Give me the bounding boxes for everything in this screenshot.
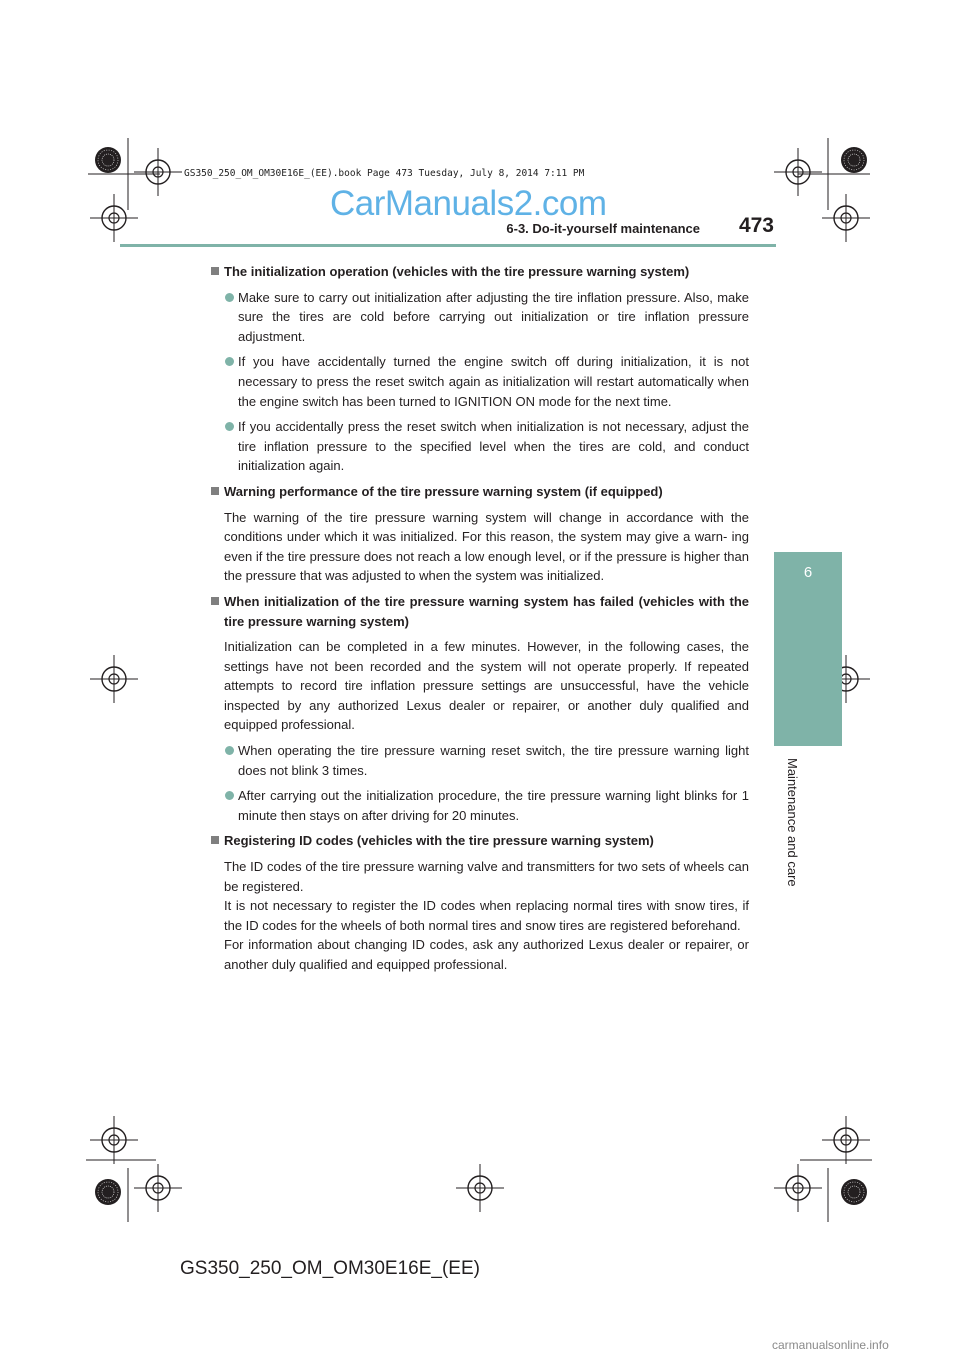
bullet-item: [210, 352, 749, 411]
header-rule: [120, 244, 776, 247]
chapter-caption: [786, 758, 806, 898]
chapter-tab: [774, 552, 842, 746]
section-heading: [210, 262, 749, 282]
bullet-icon: [225, 422, 234, 431]
section-heading: [210, 482, 749, 502]
bullet-icon: [225, 791, 234, 800]
bullet-item: [210, 288, 749, 347]
page-body: [210, 256, 749, 981]
paragraph: The warning of the tire pressure warning system will change in accordance with the conditions under which it was initialized. For this reason, the system may give a warn- ing even if the tire pressure does not reach a low enough level, or if the pressure is higher than the pressure that was adjusted to when the system was initialized.: [224, 509, 749, 584]
chapter-caption-text: Maintenance and care: [785, 758, 800, 887]
bullet-icon: [225, 293, 234, 302]
section-heading: [210, 592, 749, 631]
heading-marker-icon: [211, 267, 219, 275]
bullet-text: Make sure to carry out initialization after adjusting the tire inflation pressure. Also, make sure the tires are cold before carrying out initialization or tire inflation pressure adjustment.: [238, 289, 749, 344]
bullet-text: If you have accidentally turned the engine switch off during initialization, it is not necessary to press the reset switch again as initialization will restart automatically when the engine switch has been turned to IGNITION ON mode for the next time.: [238, 354, 749, 409]
bullet-item: [210, 741, 749, 780]
print-header: GS350_250_OM_OM30E16E_(EE).book Page 473 Tuesday, July 8, 2014 7:11 PM: [184, 168, 585, 179]
chapter-number: 6: [803, 564, 813, 581]
page-number: 473: [738, 214, 774, 237]
section-heading-text: Warning performance of the tire pressure warning system (if equipped): [224, 483, 663, 499]
section-heading-text: When initialization of the tire pressure warning system has failed (vehicles with the tire pressure warning system): [224, 593, 749, 629]
bullet-icon: [225, 746, 234, 755]
paragraph-line: For information about changing ID codes, ask any authorized Lexus dealer or repairer, or another duly qualified and equipped professional.: [224, 937, 749, 972]
bullet-item: [210, 786, 749, 825]
section-heading-text: Registering ID codes (vehicles with the tire pressure warning system): [224, 833, 654, 849]
paragraph-line: It is not necessary to register the ID codes when replacing normal tires with snow tires, if the ID codes for the wheels of both normal tires and snow tires are registered beforehand.: [224, 898, 749, 933]
paragraph-line: The ID codes of the tire pressure warning valve and transmitters for two sets of wheels can be registered.: [224, 859, 749, 894]
bullet-text: When operating the tire pressure warning reset switch, the tire pressure warning light does not blink 3 times.: [238, 743, 749, 778]
footer-watermark[interactable]: carmanualsonline.info: [772, 1338, 889, 1352]
section-heading-text: The initialization operation (vehicles with the tire pressure warning system): [224, 264, 690, 279]
section-heading: [210, 831, 749, 851]
watermark-logo[interactable]: CarManuals2.com: [330, 184, 607, 223]
paragraph: Initialization can be completed in a few minutes. However, in the following cases, the settings have not been recorded and the system will not operate properly. If repeated attempts to record tire inflation pressure settings are unsuccessful, have the vehicle inspected by any authorized Lexus dealer or repairer, or another duly qualified and equipped professional.: [224, 639, 749, 733]
bullet-text: After carrying out the initialization procedure, the tire pressure warning light blinks for 1 minute then stays on after driving for 20 minutes.: [238, 788, 749, 823]
heading-marker-icon: [211, 836, 219, 844]
heading-marker-icon: [211, 487, 219, 495]
section-title: 6-3. Do-it-yourself maintenance: [506, 221, 700, 236]
bullet-text: If you accidentally press the reset switch when initialization is not necessary, adjust the tire inflation pressure to the specified level when the tires are cold, and conduct initialization again.: [238, 419, 749, 474]
document-code: GS350_250_OM_OM30E16E_(EE): [180, 1258, 480, 1279]
bullet-icon: [225, 357, 234, 366]
bullet-item: [210, 417, 749, 476]
heading-marker-icon: [211, 597, 219, 605]
